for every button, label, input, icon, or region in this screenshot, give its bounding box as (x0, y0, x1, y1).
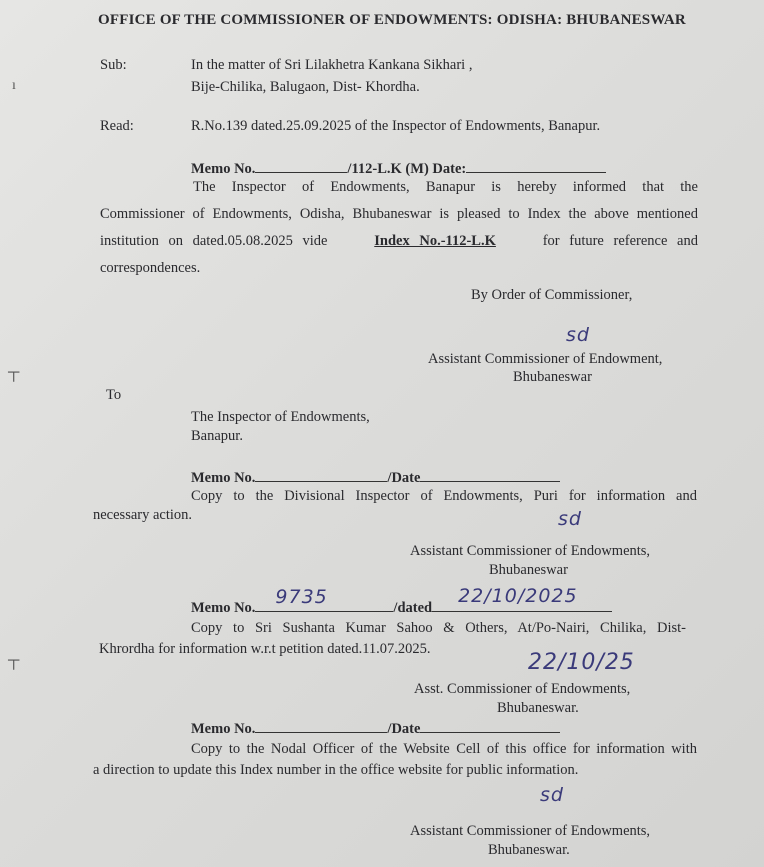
memo-2-label: Memo No. (191, 470, 256, 486)
subject-line-1: In the matter of Sri Lilakhetra Kankana Sikhari , (191, 57, 473, 73)
addressee-line-1: The Inspector of Endowments, (191, 409, 370, 425)
margin-mark: ı (12, 78, 16, 93)
memo-4-para-line-2: a direction to update this Index number in the office website for public information. (93, 762, 579, 778)
memo-1-para-line-1: The Inspector of Endowments, Banapur is hereby informed that the (193, 179, 698, 195)
subject-label: Sub: (100, 57, 127, 73)
read-label: Read: (100, 118, 134, 134)
memo-4-number-blank (255, 718, 387, 733)
memo-4-designation-1: Assistant Commissioner of Endowments, (410, 823, 651, 839)
memo-1-para-line-2: Commissioner of Endowments, Odisha, Bhubaneswar is pleased to Index the above mentioned (100, 206, 698, 222)
margin-mark: ┬ (8, 652, 20, 669)
memo-4-date-blank (420, 718, 560, 733)
memo-1-header (191, 158, 606, 178)
memo-2-date-blank (420, 467, 560, 482)
index-number: Index No.-112-L.K (374, 233, 496, 249)
memo-4-designation-2: Bhubaneswar. (488, 842, 570, 858)
memo-2-signature: sd (558, 508, 582, 530)
memo-4-header (191, 718, 560, 738)
memo-3-date-value: 22/10/2025 (458, 585, 578, 607)
by-order-text: By Order of Commissioner, (471, 287, 633, 303)
read-reference: R.No.139 dated.25.09.2025 of the Inspector of Endowments, Banapur. (191, 118, 601, 134)
memo-4-label: Memo No. (191, 721, 256, 737)
memo-3-para-line-1: Copy to Sri Sushanta Kumar Sahoo & Others, At/Po-Nairi, Chilika, Dist- (191, 620, 686, 636)
memo-1-para-line-3a: institution on dated.05.08.2025 vide (100, 233, 328, 249)
margin-mark: ┬ (8, 364, 20, 381)
memo-2-header (191, 467, 560, 487)
memo-2-number-blank (255, 467, 387, 482)
to-label: To (106, 387, 122, 403)
memo-3-header (191, 585, 612, 617)
office-title: OFFICE OF THE COMMISSIONER OF ENDOWMENTS: ODISHA: BHUBANESWAR (98, 12, 686, 28)
memo-1-para-line-3 (100, 232, 698, 250)
memo-3-number: 9735 (275, 586, 328, 608)
memo-1-para-line-3b: for future reference and (542, 233, 698, 249)
memo-1-designation-1: Assistant Commissioner of Endowment, (428, 351, 663, 367)
memo-4-signature: sd (540, 784, 564, 806)
memo-1-label: Memo No. (191, 161, 256, 177)
memo-3-signature: 22/10/25 (528, 650, 635, 675)
memo-1-para-line-4: correspondences. (100, 260, 201, 276)
memo-3-date-label: /dated (393, 600, 433, 616)
memo-3-para-line-2: Khrordha for information w.r.t petition dated.11.07.2025. (99, 641, 431, 657)
memo-2-designation-1: Assistant Commissioner of Endowments, (410, 543, 651, 559)
memo-1-signature: sd (566, 324, 590, 346)
memo-2-para-line-2: necessary action. (93, 507, 193, 523)
memo-1-designation-2: Bhubaneswar (513, 369, 592, 385)
memo-1-date-blank (466, 158, 606, 173)
memo-1-suffix: /112-L.K (M) Date: (347, 161, 467, 177)
memo-1-number-blank (255, 158, 347, 173)
addressee-line-2: Banapur. (191, 428, 243, 444)
subject-line-2: Bije-Chilika, Balugaon, Dist- Khordha. (191, 79, 420, 95)
memo-2-para-line-1: Copy to the Divisional Inspector of Endowments, Puri for information and (191, 488, 697, 504)
memo-4-date-label: /Date (387, 721, 421, 737)
memo-3-date-field (432, 585, 612, 612)
memo-4-para-line-1: Copy to the Nodal Officer of the Website Cell of this office for information with (191, 741, 697, 757)
memo-2-date-label: /Date (387, 470, 421, 486)
memo-2-designation-2: Bhubaneswar (489, 562, 568, 578)
memo-3-number-field (255, 586, 393, 612)
memo-3-label: Memo No. (191, 600, 256, 616)
memo-3-designation-2: Bhubaneswar. (497, 700, 579, 716)
memo-3-designation-1: Asst. Commissioner of Endowments, (414, 681, 631, 697)
